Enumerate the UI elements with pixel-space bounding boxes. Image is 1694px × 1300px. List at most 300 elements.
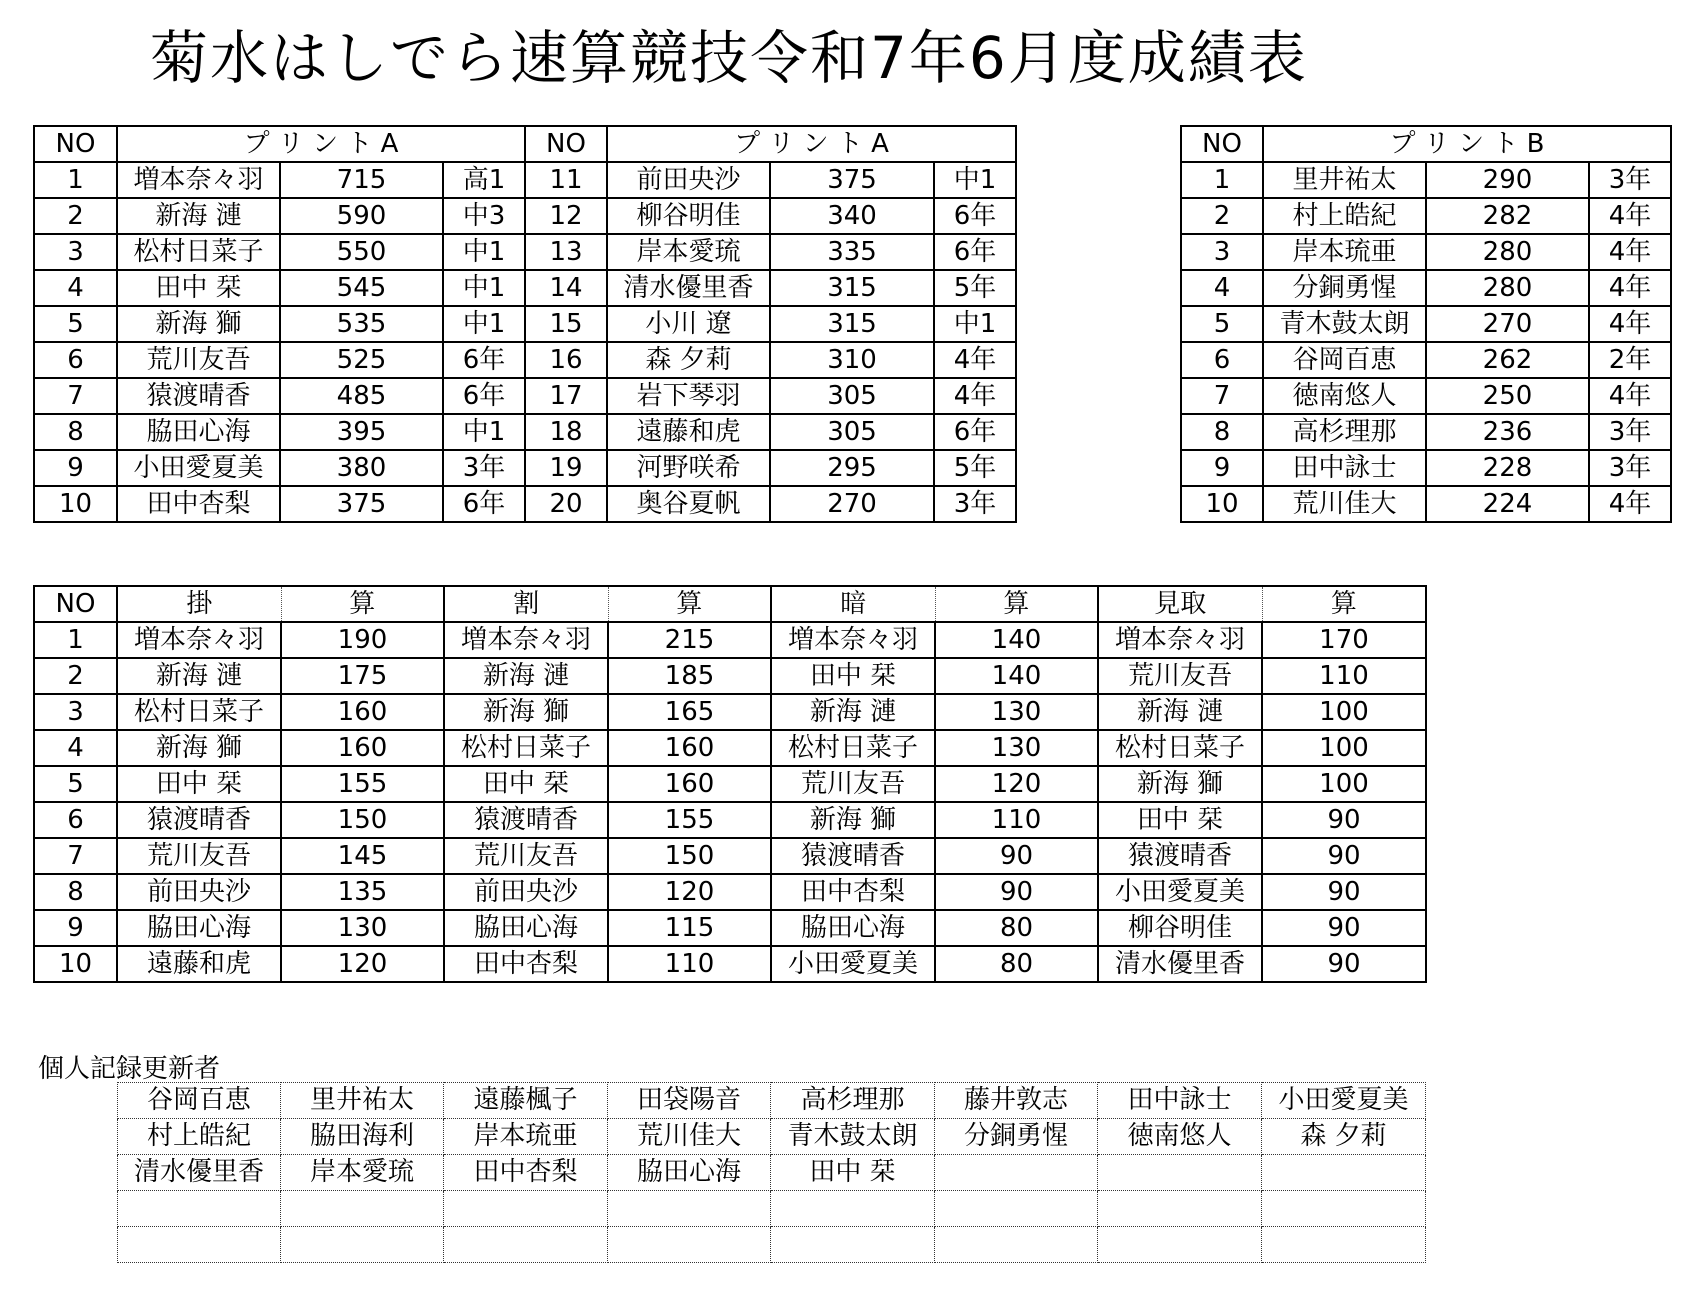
student-name: 岸本愛琉 (607, 234, 770, 270)
grade-label: 3年 (1589, 450, 1671, 486)
records-table (117, 1082, 1426, 1263)
no-header: NO (1181, 126, 1263, 162)
student-name: 増本奈々羽 (1098, 622, 1262, 658)
score-value: 160 (608, 730, 771, 766)
rank-number: 13 (525, 234, 607, 270)
score-value: 90 (1262, 946, 1426, 982)
record-holder-name: 村上皓紀 (118, 1119, 281, 1155)
student-name: 小田愛夏美 (771, 946, 935, 982)
table-row (34, 378, 1016, 414)
record-holder-name: 荒川佳大 (608, 1119, 771, 1155)
score-value: 130 (935, 694, 1098, 730)
student-name: 小川 遼 (607, 306, 770, 342)
record-holder-name: 里井祐太 (281, 1083, 444, 1119)
table-row (34, 766, 1426, 802)
student-name: 脇田心海 (117, 910, 281, 946)
table-row (1181, 486, 1671, 522)
grade-label: 6年 (934, 414, 1016, 450)
rank-number: 9 (34, 910, 117, 946)
score-value: 100 (1262, 766, 1426, 802)
rank-number: 4 (1181, 270, 1263, 306)
record-holder-name: 青木鼓太朗 (771, 1119, 935, 1155)
student-name: 清水優里香 (607, 270, 770, 306)
print-b-title: プ リ ン ト B (1263, 126, 1671, 162)
event-header: 算 (935, 586, 1098, 622)
grade-label: 3年 (1589, 414, 1671, 450)
student-name: 増本奈々羽 (117, 162, 280, 198)
score-value: 280 (1426, 234, 1589, 270)
score-value: 140 (935, 658, 1098, 694)
table-row (34, 946, 1426, 982)
grade-label: 中1 (934, 306, 1016, 342)
print-b-header-row (1181, 126, 1671, 162)
student-name: 猿渡晴香 (117, 378, 280, 414)
table-row (1181, 306, 1671, 342)
score-value: 90 (1262, 838, 1426, 874)
grade-label: 3年 (934, 486, 1016, 522)
rank-number: 2 (34, 658, 117, 694)
score-value: 110 (935, 802, 1098, 838)
score-value: 155 (608, 802, 771, 838)
record-holder-name (608, 1227, 771, 1263)
rank-number: 8 (1181, 414, 1263, 450)
events-ranking-table (33, 585, 1427, 983)
table-row (34, 486, 1016, 522)
records-row (118, 1155, 1426, 1191)
grade-label: 中1 (443, 234, 525, 270)
table-row (1181, 234, 1671, 270)
score-value: 590 (280, 198, 443, 234)
records-row (118, 1119, 1426, 1155)
table-row (34, 910, 1426, 946)
student-name: 猿渡晴香 (117, 802, 281, 838)
rank-number: 10 (34, 486, 117, 522)
table-row (34, 694, 1426, 730)
student-name: 谷岡百恵 (1263, 342, 1426, 378)
score-value: 120 (281, 946, 444, 982)
table-row (34, 162, 1016, 198)
record-holder-name (935, 1227, 1098, 1263)
record-holder-name: 藤井敦志 (935, 1083, 1098, 1119)
record-holder-name: 岸本琉亜 (444, 1119, 608, 1155)
grade-label: 4年 (934, 378, 1016, 414)
table-row (1181, 414, 1671, 450)
table-row (34, 622, 1426, 658)
page-title: 菊水はしでら速算競技令和7年6月度成績表 (150, 24, 1308, 92)
score-value: 120 (608, 874, 771, 910)
student-name: 松村日菜子 (444, 730, 608, 766)
score-value: 80 (935, 946, 1098, 982)
no-header: NO (525, 126, 607, 162)
student-name: 荒川佳大 (1263, 486, 1426, 522)
student-name: 遠藤和虎 (607, 414, 770, 450)
rank-number: 4 (34, 270, 117, 306)
score-value: 310 (770, 342, 934, 378)
rank-number: 5 (1181, 306, 1263, 342)
table-row (1181, 270, 1671, 306)
record-holder-name: 森 夕莉 (1262, 1119, 1426, 1155)
rank-number: 6 (34, 802, 117, 838)
score-value: 340 (770, 198, 934, 234)
score-value: 270 (1426, 306, 1589, 342)
event-header: 割 (444, 586, 608, 622)
record-holder-name: 田袋陽音 (608, 1083, 771, 1119)
student-name: 新海 獅 (444, 694, 608, 730)
table-row (1181, 378, 1671, 414)
table-row (1181, 342, 1671, 378)
student-name: 猿渡晴香 (444, 802, 608, 838)
records-row (118, 1227, 1426, 1263)
record-holder-name: 遠藤楓子 (444, 1083, 608, 1119)
no-header: NO (34, 586, 117, 622)
rank-number: 8 (34, 414, 117, 450)
grade-label: 高1 (443, 162, 525, 198)
rank-number: 6 (1181, 342, 1263, 378)
rank-number: 2 (1181, 198, 1263, 234)
event-header: 算 (281, 586, 444, 622)
grade-label: 中3 (443, 198, 525, 234)
score-value: 160 (608, 766, 771, 802)
print-a-table (33, 125, 1017, 523)
score-value: 375 (770, 162, 934, 198)
student-name: 田中杏梨 (444, 946, 608, 982)
score-value: 315 (770, 306, 934, 342)
grade-label: 6年 (443, 378, 525, 414)
grade-label: 5年 (934, 450, 1016, 486)
student-name: 荒川友吾 (117, 342, 280, 378)
rank-number: 10 (34, 946, 117, 982)
event-header: 見取 (1098, 586, 1262, 622)
rank-number: 6 (34, 342, 117, 378)
score-value: 100 (1262, 730, 1426, 766)
record-holder-name (608, 1191, 771, 1227)
rank-number: 20 (525, 486, 607, 522)
student-name: 田中 栞 (1098, 802, 1262, 838)
grade-label: 2年 (1589, 342, 1671, 378)
grade-label: 6年 (934, 198, 1016, 234)
student-name: 新海 漣 (117, 658, 281, 694)
student-name: 新海 漣 (117, 198, 280, 234)
score-value: 228 (1426, 450, 1589, 486)
score-value: 545 (280, 270, 443, 306)
record-holder-name: 谷岡百恵 (118, 1083, 281, 1119)
rank-number: 10 (1181, 486, 1263, 522)
table-row (34, 198, 1016, 234)
grade-label: 6年 (934, 234, 1016, 270)
student-name: 増本奈々羽 (117, 622, 281, 658)
student-name: 前田央沙 (444, 874, 608, 910)
score-value: 160 (281, 694, 444, 730)
score-value: 295 (770, 450, 934, 486)
table-row (34, 234, 1016, 270)
student-name: 清水優里香 (1098, 946, 1262, 982)
student-name: 田中杏梨 (117, 486, 280, 522)
record-holder-name (118, 1191, 281, 1227)
student-name: 分銅勇惺 (1263, 270, 1426, 306)
student-name: 徳南悠人 (1263, 378, 1426, 414)
rank-number: 9 (1181, 450, 1263, 486)
record-holder-name: 岸本愛琉 (281, 1155, 444, 1191)
score-value: 290 (1426, 162, 1589, 198)
score-value: 250 (1426, 378, 1589, 414)
print-b-table (1180, 125, 1672, 523)
score-value: 145 (281, 838, 444, 874)
student-name: 増本奈々羽 (771, 622, 935, 658)
grade-label: 中1 (443, 414, 525, 450)
record-holder-name: 高杉理那 (771, 1083, 935, 1119)
student-name: 荒川友吾 (117, 838, 281, 874)
student-name: 田中 栞 (771, 658, 935, 694)
score-value: 270 (770, 486, 934, 522)
record-holder-name (1262, 1191, 1426, 1227)
record-holder-name: 清水優里香 (118, 1155, 281, 1191)
record-holder-name: 田中詠士 (1098, 1083, 1262, 1119)
student-name: 高杉理那 (1263, 414, 1426, 450)
student-name: 柳谷明佳 (607, 198, 770, 234)
table-row (34, 838, 1426, 874)
student-name: 田中 栞 (444, 766, 608, 802)
student-name: 新海 獅 (117, 306, 280, 342)
rank-number: 14 (525, 270, 607, 306)
student-name: 荒川友吾 (444, 838, 608, 874)
record-holder-name (1098, 1191, 1262, 1227)
table-row (34, 414, 1016, 450)
rank-number: 4 (34, 730, 117, 766)
score-value: 120 (935, 766, 1098, 802)
score-value: 375 (280, 486, 443, 522)
print-a-header-row (34, 126, 1016, 162)
score-value: 130 (935, 730, 1098, 766)
record-holder-name (444, 1191, 608, 1227)
score-value: 115 (608, 910, 771, 946)
table-row (34, 658, 1426, 694)
rank-number: 15 (525, 306, 607, 342)
student-name: 松村日菜子 (1098, 730, 1262, 766)
records-row (118, 1083, 1426, 1119)
student-name: 小田愛夏美 (1098, 874, 1262, 910)
record-holder-name (281, 1191, 444, 1227)
grade-label: 4年 (934, 342, 1016, 378)
score-value: 380 (280, 450, 443, 486)
student-name: 松村日菜子 (771, 730, 935, 766)
record-holder-name (1098, 1155, 1262, 1191)
student-name: 荒川友吾 (1098, 658, 1262, 694)
rank-number: 9 (34, 450, 117, 486)
table-row (1181, 198, 1671, 234)
score-value: 130 (281, 910, 444, 946)
student-name: 増本奈々羽 (444, 622, 608, 658)
score-value: 215 (608, 622, 771, 658)
score-value: 110 (608, 946, 771, 982)
score-value: 715 (280, 162, 443, 198)
table-row (34, 270, 1016, 306)
student-name: 奥谷夏帆 (607, 486, 770, 522)
record-holder-name (444, 1227, 608, 1263)
student-name: 脇田心海 (444, 910, 608, 946)
grade-label: 6年 (443, 342, 525, 378)
score-value: 160 (281, 730, 444, 766)
table-row (34, 874, 1426, 910)
score-value: 305 (770, 378, 934, 414)
score-value: 155 (281, 766, 444, 802)
student-name: 猿渡晴香 (1098, 838, 1262, 874)
student-name: 遠藤和虎 (117, 946, 281, 982)
score-value: 282 (1426, 198, 1589, 234)
score-value: 224 (1426, 486, 1589, 522)
score-value: 90 (1262, 802, 1426, 838)
record-holder-name: 田中杏梨 (444, 1155, 608, 1191)
rank-number: 7 (34, 838, 117, 874)
records-label: 個人記録更新者 (38, 1054, 221, 1084)
student-name: 小田愛夏美 (117, 450, 280, 486)
student-name: 松村日菜子 (117, 694, 281, 730)
grade-label: 4年 (1589, 306, 1671, 342)
print-a-title: プ リ ン ト A (607, 126, 1016, 162)
student-name: 脇田心海 (117, 414, 280, 450)
rank-number: 17 (525, 378, 607, 414)
rank-number: 3 (1181, 234, 1263, 270)
print-a-title: プ リ ン ト A (117, 126, 525, 162)
student-name: 森 夕莉 (607, 342, 770, 378)
score-value: 335 (770, 234, 934, 270)
score-value: 80 (935, 910, 1098, 946)
student-name: 新海 漣 (444, 658, 608, 694)
rank-number: 8 (34, 874, 117, 910)
student-name: 田中杏梨 (771, 874, 935, 910)
rank-number: 19 (525, 450, 607, 486)
grade-label: 4年 (1589, 234, 1671, 270)
record-holder-name (281, 1227, 444, 1263)
score-value: 315 (770, 270, 934, 306)
table-row (34, 802, 1426, 838)
student-name: 田中詠士 (1263, 450, 1426, 486)
record-holder-name: 脇田心海 (608, 1155, 771, 1191)
grade-label: 3年 (1589, 162, 1671, 198)
rank-number: 11 (525, 162, 607, 198)
rank-number: 2 (34, 198, 117, 234)
record-holder-name (1098, 1227, 1262, 1263)
rank-number: 7 (34, 378, 117, 414)
events-header-row (34, 586, 1426, 622)
student-name: 青木鼓太朗 (1263, 306, 1426, 342)
rank-number: 5 (34, 306, 117, 342)
student-name: 村上皓紀 (1263, 198, 1426, 234)
student-name: 猿渡晴香 (771, 838, 935, 874)
event-header: 暗 (771, 586, 935, 622)
student-name: 新海 漣 (771, 694, 935, 730)
grade-label: 中1 (443, 306, 525, 342)
rank-number: 1 (1181, 162, 1263, 198)
table-row (1181, 450, 1671, 486)
score-value: 100 (1262, 694, 1426, 730)
record-holder-name: 徳南悠人 (1098, 1119, 1262, 1155)
record-holder-name (771, 1191, 935, 1227)
rank-number: 1 (34, 162, 117, 198)
rank-number: 3 (34, 234, 117, 270)
score-value: 170 (1262, 622, 1426, 658)
student-name: 前田央沙 (117, 874, 281, 910)
student-name: 田中 栞 (117, 270, 280, 306)
rank-number: 1 (34, 622, 117, 658)
score-value: 150 (281, 802, 444, 838)
score-value: 236 (1426, 414, 1589, 450)
grade-label: 3年 (443, 450, 525, 486)
student-name: 柳谷明佳 (1098, 910, 1262, 946)
score-value: 550 (280, 234, 443, 270)
rank-number: 3 (34, 694, 117, 730)
grade-label: 6年 (443, 486, 525, 522)
grade-label: 4年 (1589, 486, 1671, 522)
record-holder-name: 分銅勇惺 (935, 1119, 1098, 1155)
records-row (118, 1191, 1426, 1227)
student-name: 新海 獅 (117, 730, 281, 766)
score-value: 185 (608, 658, 771, 694)
score-value: 90 (935, 874, 1098, 910)
student-name: 里井祐太 (1263, 162, 1426, 198)
grade-label: 5年 (934, 270, 1016, 306)
student-name: 岩下琴羽 (607, 378, 770, 414)
rank-number: 5 (34, 766, 117, 802)
score-value: 150 (608, 838, 771, 874)
record-holder-name (935, 1155, 1098, 1191)
record-holder-name (118, 1227, 281, 1263)
score-value: 90 (1262, 874, 1426, 910)
event-header: 算 (1262, 586, 1426, 622)
table-row (34, 342, 1016, 378)
score-value: 165 (608, 694, 771, 730)
student-name: 荒川友吾 (771, 766, 935, 802)
grade-label: 中1 (443, 270, 525, 306)
student-name: 松村日菜子 (117, 234, 280, 270)
score-value: 525 (280, 342, 443, 378)
score-value: 135 (281, 874, 444, 910)
student-name: 脇田心海 (771, 910, 935, 946)
student-name: 新海 獅 (771, 802, 935, 838)
student-name: 河野咲希 (607, 450, 770, 486)
score-value: 110 (1262, 658, 1426, 694)
grade-label: 4年 (1589, 198, 1671, 234)
student-name: 前田央沙 (607, 162, 770, 198)
table-row (1181, 162, 1671, 198)
score-value: 140 (935, 622, 1098, 658)
rank-number: 18 (525, 414, 607, 450)
rank-number: 12 (525, 198, 607, 234)
table-row (34, 450, 1016, 486)
score-value: 90 (935, 838, 1098, 874)
student-name: 田中 栞 (117, 766, 281, 802)
grade-label: 中1 (934, 162, 1016, 198)
record-holder-name (1262, 1155, 1426, 1191)
grade-label: 4年 (1589, 270, 1671, 306)
rank-number: 16 (525, 342, 607, 378)
table-row (34, 730, 1426, 766)
record-holder-name (1262, 1227, 1426, 1263)
student-name: 岸本琉亜 (1263, 234, 1426, 270)
rank-number: 7 (1181, 378, 1263, 414)
record-holder-name: 脇田海利 (281, 1119, 444, 1155)
student-name: 新海 獅 (1098, 766, 1262, 802)
score-value: 305 (770, 414, 934, 450)
score-value: 175 (281, 658, 444, 694)
score-value: 535 (280, 306, 443, 342)
score-value: 90 (1262, 910, 1426, 946)
record-holder-name (771, 1227, 935, 1263)
no-header: NO (34, 126, 117, 162)
record-holder-name (935, 1191, 1098, 1227)
event-header: 掛 (117, 586, 281, 622)
score-value: 190 (281, 622, 444, 658)
score-value: 280 (1426, 270, 1589, 306)
